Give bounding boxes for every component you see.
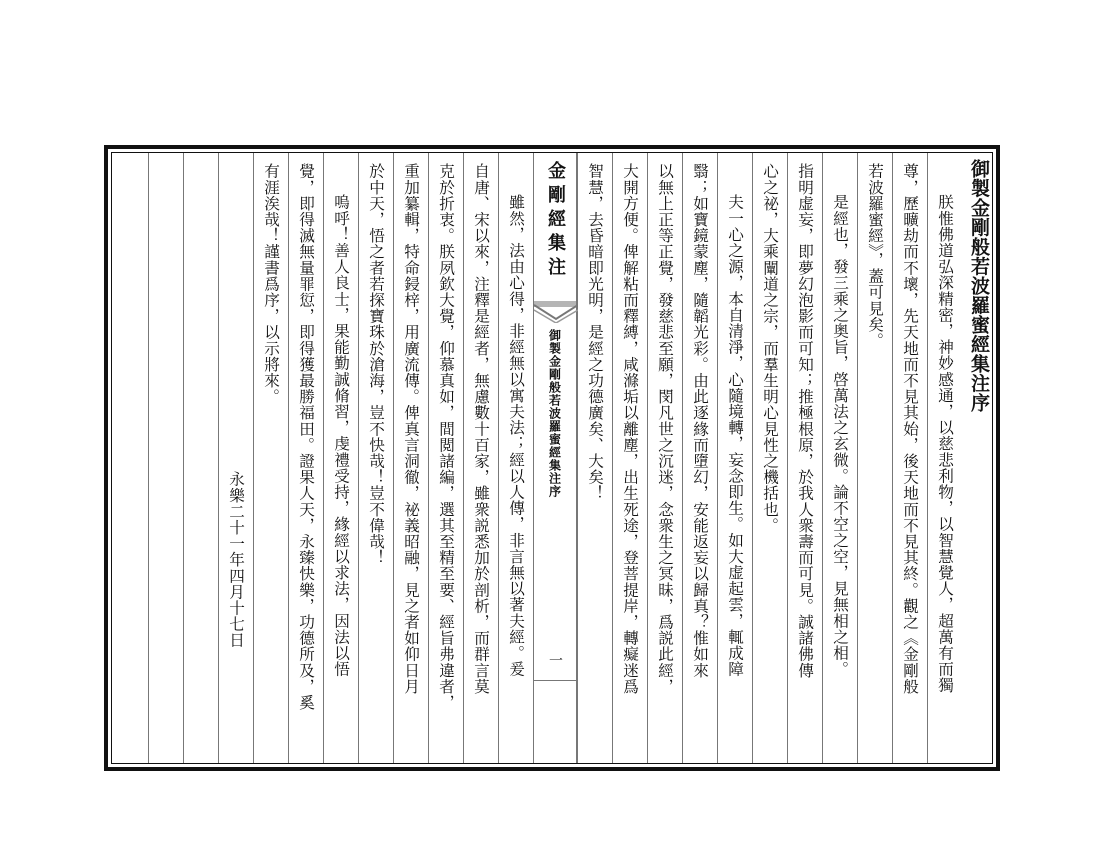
text-column [498, 153, 533, 763]
page-inner-frame [111, 152, 993, 764]
text-line: 於中天，悟之者若探寶珠於滄海，豈不快哉！豈不偉哉！ [367, 163, 385, 566]
fold-divider [534, 680, 576, 681]
empty-column [112, 153, 148, 763]
text-column [358, 153, 393, 763]
text-column [323, 153, 358, 763]
book-title: 金剛經集注 [545, 161, 566, 281]
text-column [717, 153, 752, 763]
text-line: 翳；如寶鏡蒙塵，隨韜光彩。由此逐緣而墮幻，安能返妄以歸真？惟如來 [691, 163, 709, 679]
text-column [577, 153, 612, 763]
text-column [682, 153, 717, 763]
text-line: 覺，即得滅無量罪愆，即得獲最勝福田。證果人天，永臻快樂，功德所及，奚 [297, 163, 315, 711]
text-column [787, 153, 822, 763]
preface-date: 永樂二十一年四月十七日 [227, 471, 245, 649]
center-fold [533, 153, 577, 763]
text-line: 夫一心之源，本自清淨，心隨境轉，妄念即生。如大虚起雲，輒成障 [726, 194, 744, 678]
text-column [892, 153, 927, 763]
text-line: 嗚呼！善人良士，果能勤誠脩習，虔禮受持，緣經以求法，因法以悟 [332, 194, 350, 678]
text-column [752, 153, 787, 763]
fish-tail-mark [534, 299, 578, 323]
page-frame [104, 145, 1000, 771]
text-line: 重加纂輯，特命鋟梓，用廣流傳。俾真言洞徹，祕義昭融，見之者如仰日月 [402, 163, 420, 695]
text-column [612, 153, 647, 763]
text-line: 自唐、宋以來，注釋是經者，無慮數十百家，雖衆説悉加於剖析，而群言莫 [472, 163, 490, 695]
text-column [463, 153, 498, 763]
text-column [857, 153, 892, 763]
text-line: 心之祕，大乘闡道之宗，而羣生明心見性之機括也。 [761, 163, 779, 534]
preface-title: 御製金剛般若波羅蜜經集注序 [968, 159, 990, 413]
text-column [253, 153, 288, 763]
text-line: 尊，歷曠劫而不壞，先天地而不見其始，後天地而不見其終。觀之《金剛般 [901, 163, 919, 695]
empty-column [183, 153, 218, 763]
text-line: 智慧，去昏暗即光明，是經之功德廣矣、大矣！ [586, 163, 604, 502]
page-number: 一 [547, 653, 563, 667]
text-line: 大開方便。俾解粘而釋縛，咸滌垢以離塵，出生死途，登菩提岸，轉癡迷爲 [621, 163, 639, 695]
empty-column [148, 153, 183, 763]
date-column [218, 153, 253, 763]
text-line: 若波羅蜜經》，蓋可見矣。 [866, 163, 884, 349]
text-column [288, 153, 323, 763]
text-line: 指明虚妄，即夢幻泡影而可知；推極根原，於我人衆壽而可見。誠諸佛傳 [796, 163, 814, 679]
text-column [647, 153, 682, 763]
preface-title-column [962, 153, 998, 763]
text-line: 有涯涘哉！謹書爲序，以示將來。 [262, 163, 280, 405]
text-column [927, 153, 962, 763]
text-column [393, 153, 428, 763]
text-column [428, 153, 463, 763]
center-subtitle: 御製金剛般若波羅蜜經集注序 [547, 329, 562, 498]
text-line: 是經也，發三乘之奥旨，啓萬法之玄微。論不空之空，見無相之相。 [831, 194, 849, 678]
text-line: 克於折衷。朕夙欽大覺，仰慕真如，間閲諸編，選其至精至要、經旨弗違者， [437, 163, 455, 711]
text-line: 朕惟佛道弘深精密，神妙感通，以慈悲利物，以智慧覺人，超萬有而獨 [936, 194, 954, 694]
text-column [822, 153, 857, 763]
text-line: 雖然，法由心得，非經無以寓夫法；經以人傳，非言無以著夫經。爰 [507, 194, 525, 678]
text-line: 以無上正等正覺，發慈悲至願，閔凡世之沉迷，念衆生之冥昧，爲説此經， [656, 163, 674, 695]
